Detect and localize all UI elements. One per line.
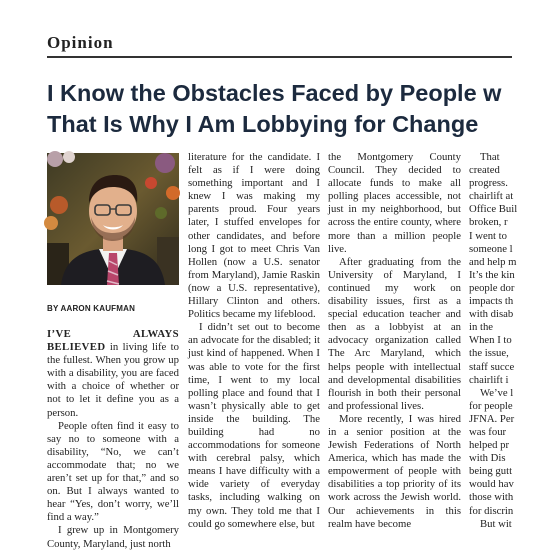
article-paragraph: People often find it easy to say no to someone with a disability, “No, we can’t accommodate that; no we aren’t set up for that,” and so on. But I always wanted to hear “Yes, don’t worry, we’ll find a way.” [47,419,179,524]
section-label [47,33,114,53]
column-line: That [480,151,500,163]
author-portrait-icon [47,153,179,285]
column-line: chairlift at [469,190,514,203]
article-column-4 [469,151,559,531]
column-line: We’ve l [480,386,514,399]
column-line: impacts th [469,295,514,308]
column-line: and help m [469,255,517,268]
column-line: staff succe [469,360,515,373]
column-line: with Dis [469,452,506,465]
column-line: being gutt [469,465,513,478]
column-line: those with [469,491,514,504]
article-column-1 [47,328,179,551]
column-line: with disab [469,308,514,321]
column-line: I went to [469,229,507,242]
column-line: the issue, [469,347,509,360]
column-line: in the [469,321,494,334]
column-line: progress. [469,177,508,190]
column-line: for discrin [469,504,514,517]
column-line: But wit [480,517,512,530]
article-column-2 [188,151,320,531]
article-paragraph: literature for the candidate. I felt as if I were doing something important and I knew I was making my parents proud. Four years later, I stuffed envelopes for other candidates, and before long I got to meet Chris Van Hollen (now a U.S. senator from Maryland), Jamie Raskin (now a U.S. representative), Hillary Clinton and others. Politics became my lifeblood. [188,151,320,321]
column-line: broken, r [469,216,508,229]
byline: BY AARON KAUFMAN [47,304,136,313]
column-line: chairlift i [469,373,509,386]
paragraph-text: in living life to the fullest. When you grow up with a disability, you are faced with a choice of whether or not to let it define you as a person. [47,341,179,419]
column-line: JFNA. Per [469,412,515,425]
article-paragraph: I grew up in Montgomery County, Maryland, just north [47,524,179,550]
article-paragraph: I didn’t set out to become an advocate for the disabled; it just kind of happened. When I was able to vote for the first time, I went to my local polling place and found that I wasn’t physically able to get inside the building. The building had no accommodations for someone with cerebral palsy, which means I have difficulty with a wide variety of everyday tasks, including walking on my own. They told me that I could go somewhere else, but [188,321,320,530]
lead-in: I’VE ALWAYS BELIEVED [47,328,179,354]
column-line: would hav [469,478,514,491]
article-paragraph: After graduating from the University of Maryland, I continued my work on disability issues, first as a special education teacher and then as a lobbyist at an advocacy organization called The Arc Maryland, which helps people with intellectual and developmental disabilities flourish in both their personal and professional lives. [328,255,461,412]
column-line: It’s the kin [469,268,515,281]
article-paragraph: the Montgomery County Council. They decided to allocate funds to make all polling places accessible, not just in my neighborhood, but across the entire county, where more than a million people live. [328,151,461,255]
headline-line-1: I Know the Obstacles Faced by People w [47,80,502,106]
author-photo [47,153,179,285]
column-line: When I to [469,334,512,347]
column-line: helped pr [469,439,510,452]
headline [47,78,501,140]
article-column-3 [328,151,461,531]
section-rule [47,56,512,58]
article-paragraph [47,328,179,420]
column-line: for people [469,399,513,412]
column-line: someone l [469,242,513,255]
column-line: Office Buil [469,203,518,216]
section-label-text: Opinion [47,33,114,52]
article-paragraph: More recently, I was hired in a senior position at the Jewish Federations of North America, which has made the empowerment of people with disabilities a top priority of its work across the Jewish world. Our achievements in this realm have become [328,412,461,530]
column-line: created [469,164,500,177]
column-line: was four [469,425,507,438]
column-line: people dor [469,281,515,294]
headline-line-2: That Is Why I Am Lobbying for Change [47,111,479,137]
